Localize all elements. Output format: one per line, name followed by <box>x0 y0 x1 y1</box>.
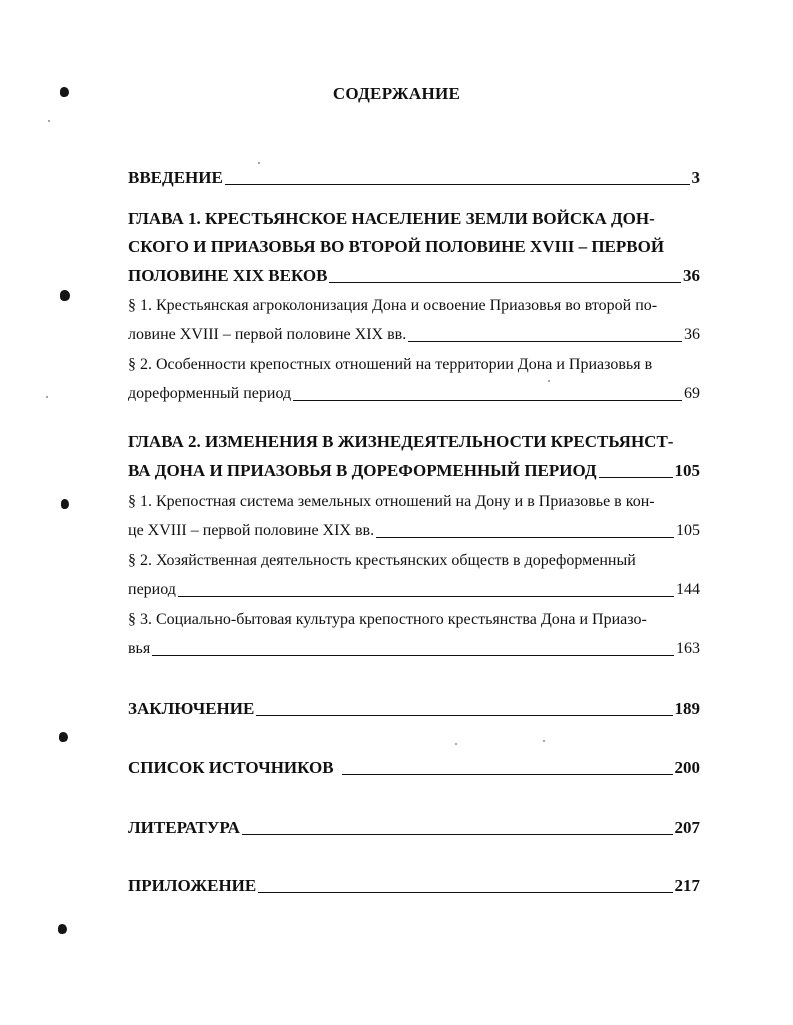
toc-chapter2-line1 <box>128 422 700 452</box>
toc-entry-text: § 3. Социально-бытовая культура крепостного крестьянства Дона и Приазо- <box>128 611 647 628</box>
toc-section-line <box>128 345 700 375</box>
leader-line <box>329 282 681 283</box>
scan-speck <box>543 740 545 742</box>
toc-entry-introduction <box>128 158 700 188</box>
scan-mark <box>60 290 70 301</box>
toc-page-number: 69 <box>684 385 700 402</box>
scan-mark <box>58 924 67 934</box>
toc-page-number: 36 <box>684 326 700 343</box>
toc-chapter1-line3 <box>128 256 700 286</box>
toc-entry-text: дореформенный период <box>128 385 292 402</box>
toc-entry-text: ВВЕДЕНИЕ <box>128 168 223 187</box>
toc-page-number: 105 <box>676 522 700 539</box>
leader-line <box>178 596 674 597</box>
leader-line <box>293 400 682 401</box>
toc-chapter1-line2 <box>128 227 700 257</box>
toc-chapter1-line1 <box>128 199 700 229</box>
toc-entry-text: ПОЛОВИНЕ XIX ВЕКОВ <box>128 266 328 285</box>
toc-section-line <box>128 600 700 630</box>
leader-line <box>152 655 674 656</box>
toc-entry-text: це XVIII – первой половине XIX вв. <box>128 522 375 539</box>
toc-page-number: 163 <box>676 640 700 657</box>
leader-line <box>225 184 690 185</box>
toc-section-line <box>128 286 700 316</box>
toc-entry-conclusion <box>128 689 700 719</box>
toc-entry-text: СКОГО И ПРИАЗОВЬЯ ВО ВТОРОЙ ПОЛОВИНЕ XVIII – ПЕРВОЙ <box>128 237 665 256</box>
toc-entry-text: период <box>128 581 176 598</box>
toc-entry-text: ЛИТЕРАТУРА <box>128 818 240 837</box>
toc-entry-appendix <box>128 866 700 896</box>
toc-entry-text: § 1. Крестьянская агроколонизация Дона и освоение Приазовья во второй по- <box>128 297 658 314</box>
toc-entry-text: ВА ДОНА И ПРИАЗОВЬЯ В ДОРЕФОРМЕННЫЙ ПЕРИОД <box>128 461 597 480</box>
scan-speck <box>46 396 48 398</box>
page-title: СОДЕРЖАНИЕ <box>332 84 461 103</box>
scan-speck <box>455 743 457 745</box>
toc-entry-text: § 2. Хозяйственная деятельность крестьянских обществ в дореформенный <box>128 552 636 569</box>
leader-line <box>256 715 672 716</box>
leader-line <box>376 537 674 538</box>
toc-entry-literature <box>128 808 700 838</box>
toc-page-number: 36 <box>683 266 700 285</box>
toc-entry-text: вья <box>128 640 151 657</box>
toc-page-number: 207 <box>674 818 700 837</box>
toc-entry-text: ГЛАВА 1. КРЕСТЬЯНСКОЕ НАСЕЛЕНИЕ ЗЕМЛИ ВОЙСКА ДОН- <box>128 209 655 228</box>
scan-mark <box>59 732 68 742</box>
toc-entry-text: § 1. Крепостная система земельных отношений на Дону и в Приазовье в кон- <box>128 493 655 510</box>
toc-entry-text: § 2. Особенности крепостных отношений на территории Дона и Приазовья в <box>128 356 653 373</box>
toc-section-line <box>128 570 700 600</box>
toc-section-line <box>128 511 700 541</box>
toc-entry-text: СПИСОК ИСТОЧНИКОВ <box>128 758 334 777</box>
toc-page-number: 3 <box>691 168 700 187</box>
toc-page-number: 144 <box>676 581 700 598</box>
scan-speck <box>48 120 50 122</box>
toc-entry-sources <box>128 748 700 778</box>
leader-line <box>258 892 672 893</box>
toc-section-line <box>128 315 700 345</box>
toc-page-number: 105 <box>674 461 700 480</box>
toc-entry-text: ГЛАВА 2. ИЗМЕНЕНИЯ В ЖИЗНЕДЕЯТЕЛЬНОСТИ КРЕСТЬЯНСТ- <box>128 432 674 451</box>
toc-entry-text: ПРИЛОЖЕНИЕ <box>128 876 257 895</box>
leader-line <box>242 834 673 835</box>
toc-page-number: 200 <box>674 758 700 777</box>
toc-entry-text: ловине XVIII – первой половине XIX вв. <box>128 326 407 343</box>
leader-line <box>342 774 673 775</box>
toc-section-line <box>128 374 700 404</box>
toc-section-line <box>128 482 700 512</box>
toc-section-line <box>128 541 700 571</box>
leader-line <box>599 477 673 478</box>
toc-chapter2-line2 <box>128 451 700 481</box>
toc-page-number: 189 <box>674 699 700 718</box>
toc-page-number: 217 <box>674 876 700 895</box>
toc-section-line <box>128 629 700 659</box>
leader-line <box>408 341 682 342</box>
scan-mark <box>61 499 69 509</box>
toc-entry-text: ЗАКЛЮЧЕНИЕ <box>128 699 255 718</box>
